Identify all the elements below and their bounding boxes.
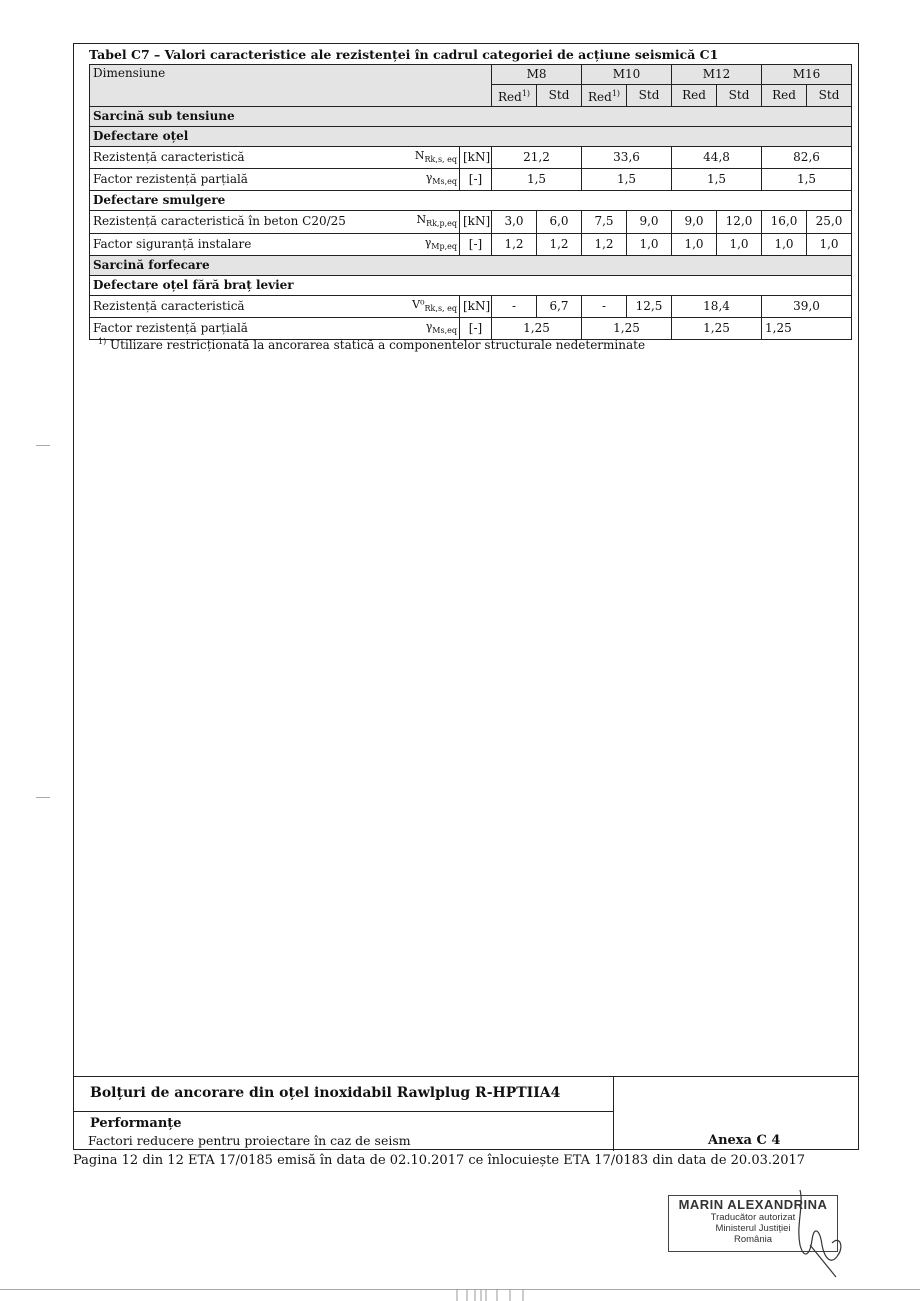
- row-unit: [-]: [460, 233, 492, 255]
- margin-mark: [36, 445, 50, 446]
- scan-artifact-icon: [455, 1289, 535, 1301]
- value-cell: 12,0: [717, 211, 762, 233]
- section-row: [90, 191, 852, 211]
- row-label: Rezistență caracteristică: [90, 295, 380, 317]
- value-cell: 6,0: [537, 211, 582, 233]
- value-cell: 1,2: [492, 233, 537, 255]
- value-cell: 1,0: [672, 233, 717, 255]
- row-symbol: $\gamma_{Ms,eq}$: [380, 317, 460, 339]
- row-label: Factor rezistență parțială: [90, 317, 380, 339]
- row-symbol: $\gamma_{Mp,eq}$: [380, 233, 460, 255]
- row-label: Factor siguranță instalare: [90, 233, 380, 255]
- annex-label: Anexa C 4: [708, 1133, 781, 1148]
- value-cell: 25,0: [807, 211, 852, 233]
- variant-header: Red: [672, 85, 717, 107]
- table-title: Tabel C7 – Valori caracteristice ale rezistenței în cadrul categoriei de acțiune seismică C1: [89, 47, 719, 62]
- size-m10: M10: [582, 65, 672, 85]
- value-cell: 1,0: [762, 233, 807, 255]
- page-footer-line: Pagina 12 din 12 ETA 17/0185 emisă în data de 02.10.2017 ce înlocuiește ETA 17/0183 din data de 20.03.2017: [73, 1153, 806, 1168]
- row-label: Rezistență caracteristică în beton C20/25: [90, 211, 380, 233]
- row-unit: [kN]: [460, 147, 492, 169]
- section-steel-failure: Defectare oțel: [90, 127, 852, 147]
- value-cell: 33,6: [582, 147, 672, 169]
- section-row: [90, 275, 852, 295]
- section-pullout-failure: Defectare smulgere: [90, 191, 852, 211]
- value-cell: 9,0: [627, 211, 672, 233]
- value-cell: 82,6: [762, 147, 852, 169]
- size-m12: M12: [672, 65, 762, 85]
- value-cell: 1,0: [717, 233, 762, 255]
- size-m8: M8: [492, 65, 582, 85]
- table-footnote: $^{1)}$ Utilizare restricționată la ancorarea statică a componentelor structurale nedeterminate: [98, 337, 646, 352]
- row-unit: [kN]: [460, 211, 492, 233]
- section-label: Performanțe: [90, 1116, 182, 1131]
- section-subtitle: Factori reducere pentru proiectare în caz de seism: [88, 1133, 411, 1148]
- footer-divider: [73, 1111, 614, 1112]
- row-symbol: $V^0_{Rk,s, eq}$: [380, 295, 460, 317]
- seismic-resistance-table: [89, 64, 852, 340]
- variant-header: Std: [807, 85, 852, 107]
- section-row: [90, 255, 852, 275]
- value-cell: 1,25: [582, 317, 672, 339]
- value-cell: 9,0: [672, 211, 717, 233]
- footer-left-panel: [73, 1077, 614, 1151]
- value-cell: 18,4: [672, 295, 762, 317]
- value-cell: 16,0: [762, 211, 807, 233]
- value-cell: 6,7: [537, 295, 582, 317]
- value-cell: 3,0: [492, 211, 537, 233]
- variant-header: Std: [717, 85, 762, 107]
- stamp-line: Ministerul Justiției: [715, 1223, 791, 1234]
- value-cell: 7,5: [582, 211, 627, 233]
- table-row: [90, 169, 852, 191]
- stamp-line: România: [733, 1234, 773, 1245]
- value-cell: 1,2: [582, 233, 627, 255]
- section-tension-load: Sarcină sub tensiune: [90, 107, 852, 127]
- section-steel-failure-no-lever: Defectare oțel fără braț levier: [90, 275, 852, 295]
- variant-header: Red$^{1)}$: [582, 85, 627, 107]
- row-symbol: $N_{Rk,p,eq}$: [380, 211, 460, 233]
- section-row: [90, 107, 852, 127]
- header-row-sizes: [90, 65, 852, 85]
- value-cell: 21,2: [492, 147, 582, 169]
- variant-header: Std: [627, 85, 672, 107]
- value-cell: 1,5: [492, 169, 582, 191]
- value-cell: 1,0: [807, 233, 852, 255]
- row-unit: [-]: [460, 317, 492, 339]
- value-cell: 1,5: [762, 169, 852, 191]
- value-cell: 39,0: [762, 295, 852, 317]
- value-cell: 1,0: [627, 233, 672, 255]
- row-unit: [kN]: [460, 295, 492, 317]
- product-title: Bolțuri de ancorare din oțel inoxidabil Rawlplug R-HPTIIA4: [90, 1085, 561, 1101]
- row-symbol: $N_{Rk,s, eq}$: [380, 147, 460, 169]
- value-cell: 1,25: [762, 317, 852, 339]
- value-cell: 44,8: [672, 147, 762, 169]
- variant-header: Red: [762, 85, 807, 107]
- value-cell: 1,5: [672, 169, 762, 191]
- row-label: Rezistență caracteristică: [90, 147, 380, 169]
- variant-header: Red$^{1)}$: [492, 85, 537, 107]
- table-row: [90, 295, 852, 317]
- stamp-name: MARIN ALEXANDRINA: [678, 1197, 828, 1212]
- row-unit: [-]: [460, 169, 492, 191]
- value-cell: 1,25: [492, 317, 582, 339]
- value-cell: 1,5: [582, 169, 672, 191]
- stamp-line: Traducător autorizat: [710, 1212, 796, 1223]
- value-cell: 12,5: [627, 295, 672, 317]
- table-row: [90, 233, 852, 255]
- section-row: [90, 127, 852, 147]
- value-cell: 1,25: [672, 317, 762, 339]
- value-cell: -: [582, 295, 627, 317]
- signature-icon: [770, 1185, 850, 1280]
- dimension-label: Dimensiune: [90, 65, 492, 107]
- value-cell: -: [492, 295, 537, 317]
- row-symbol: $\gamma_{Ms,eq}$: [380, 169, 460, 191]
- annex-footer-box: [73, 1076, 859, 1151]
- row-label: Factor rezistență parțială: [90, 169, 380, 191]
- table-row: [90, 211, 852, 233]
- value-cell: 1,2: [537, 233, 582, 255]
- section-shear-load: Sarcină forfecare: [90, 255, 852, 275]
- variant-header: Std: [537, 85, 582, 107]
- size-m16: M16: [762, 65, 852, 85]
- table-row: [90, 147, 852, 169]
- margin-mark: [36, 797, 50, 798]
